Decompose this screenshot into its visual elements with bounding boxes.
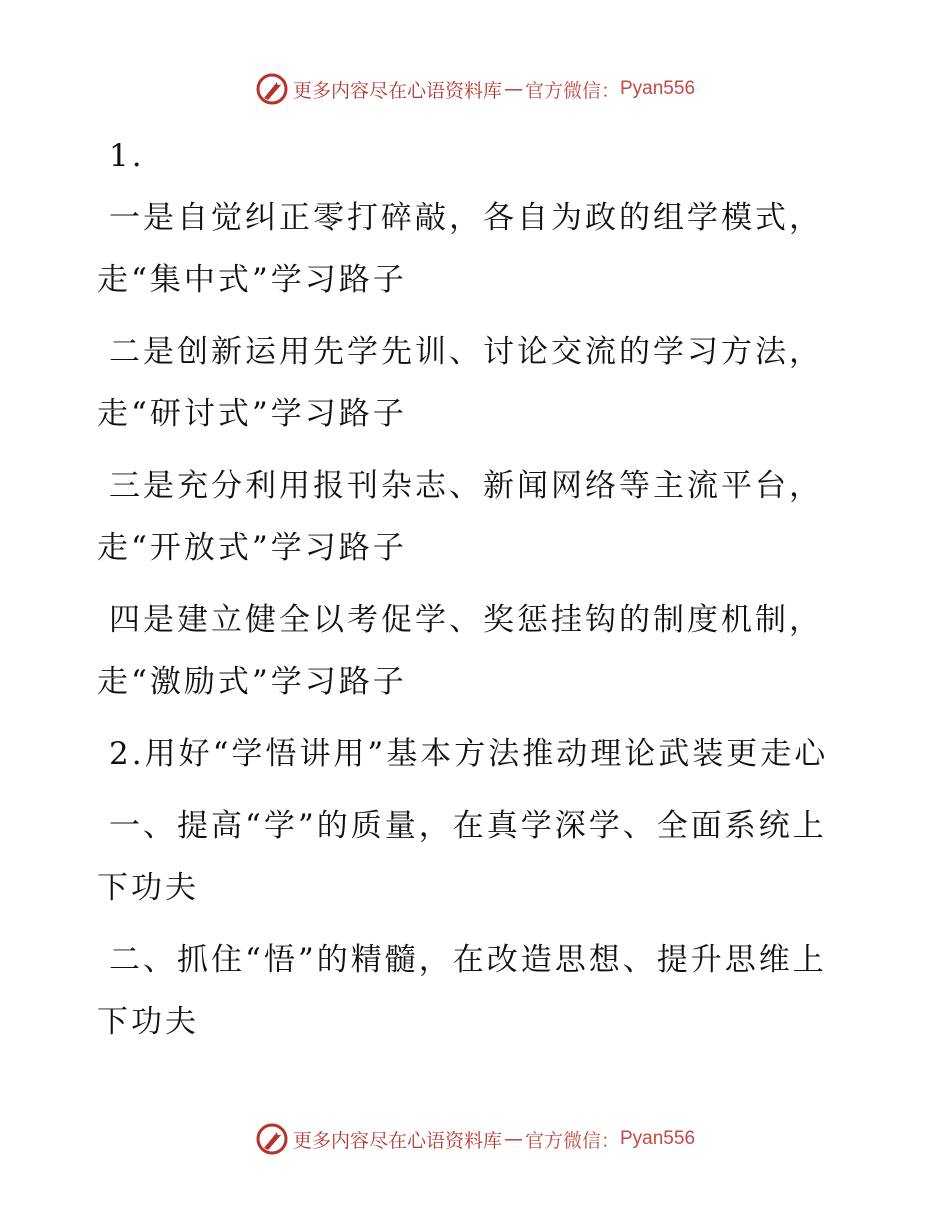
paragraph-4: 三是充分利用报刊杂志、新闻网络等主流平台，走“开放式”学习路子 [97,468,823,566]
watermark-sub-text: 官方微信： [524,1129,620,1152]
watermark-id: Pyan556 [620,78,696,99]
paragraph-6: 2.用好“学悟讲用”基本方法推动理论武装更走心 [109,736,829,772]
paragraph-2: 一是自觉纠正零打碎敲，各自为政的组学模式，走“集中式”学习路子 [97,200,823,298]
pen-logo-icon [255,1122,289,1156]
paragraph-8: 二、抓住“悟”的精髓，在改造思想、提升思维上下功夫 [97,942,827,1040]
watermark-dash: — [503,78,523,100]
header-watermark [0,72,950,106]
watermark-main-text: 更多内容尽在心语资料库 [292,1129,502,1152]
paragraph-5: 四是建立健全以考促学、奖惩挂钩的制度机制，走“激励式”学习路子 [97,602,823,700]
watermark-dash: — [503,1128,523,1150]
document-body [97,125,837,1063]
watermark-main-text: 更多内容尽在心语资料库 [292,79,502,102]
watermark-id: Pyan556 [620,1128,696,1149]
paragraph-3: 二是创新运用先学先训、讨论交流的学习方法，走“研讨式”学习路子 [97,334,823,432]
paragraph-1: 1. [109,138,145,174]
pen-logo-icon [255,72,289,106]
watermark-sub-text: 官方微信： [524,79,620,102]
footer-watermark [0,1122,950,1156]
paragraph-7: 一、提高“学”的质量，在真学深学、全面系统上下功夫 [97,808,827,906]
